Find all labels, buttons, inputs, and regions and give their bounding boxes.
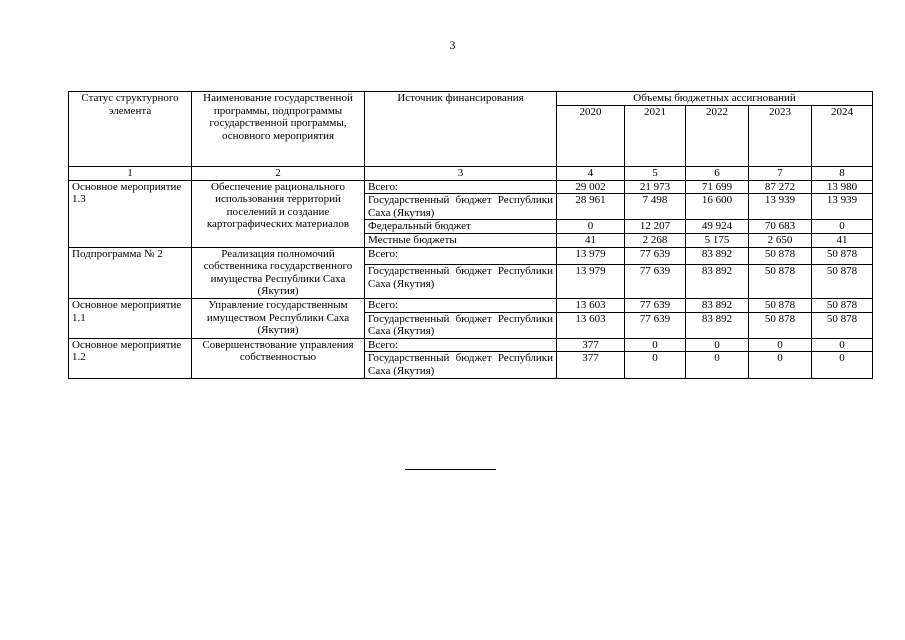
row-source: Государственный бюджет Республики Саха (Якутия)	[365, 265, 557, 299]
row-value: 0	[625, 352, 686, 378]
row-source: Всего:	[365, 338, 557, 352]
row-name: Управление государственным имуществом Республики Саха (Якутия)	[192, 298, 365, 338]
page-number: 3	[449, 38, 456, 52]
table-row	[69, 247, 873, 265]
row-value: 13 603	[557, 312, 625, 338]
row-value: 77 639	[625, 265, 686, 299]
row-value: 5 175	[686, 233, 749, 247]
row-value: 0	[686, 338, 749, 352]
row-status: Подпрограмма № 2	[69, 247, 192, 298]
row-value: 50 878	[812, 298, 873, 312]
row-source: Всего:	[365, 180, 557, 194]
row-value: 0	[625, 338, 686, 352]
row-name: Обеспечение рационального использования территорий поселений и создание картографических материалов	[192, 180, 365, 247]
table-row	[69, 298, 873, 312]
row-value: 50 878	[812, 247, 873, 265]
row-name: Реализация полномочий собственника государственного имущества Республики Саха (Якутия)	[192, 247, 365, 298]
row-value: 83 892	[686, 298, 749, 312]
row-value: 13 939	[812, 194, 873, 220]
row-value: 13 939	[749, 194, 812, 220]
row-value: 87 272	[749, 180, 812, 194]
row-value: 2 650	[749, 233, 812, 247]
row-value: 50 878	[749, 312, 812, 338]
row-value: 50 878	[812, 312, 873, 338]
end-rule	[405, 469, 496, 470]
row-value: 16 600	[686, 194, 749, 220]
header-year: 2020	[557, 106, 625, 167]
row-value: 83 892	[686, 312, 749, 338]
column-number: 6	[686, 167, 749, 181]
row-value: 50 878	[749, 247, 812, 265]
row-name: Совершенствование управления собственностью	[192, 338, 365, 378]
row-value: 0	[812, 220, 873, 234]
row-value: 29 002	[557, 180, 625, 194]
row-value: 12 207	[625, 220, 686, 234]
row-value: 83 892	[686, 247, 749, 265]
row-value: 77 639	[625, 312, 686, 338]
row-value: 0	[749, 352, 812, 378]
budget-table	[68, 91, 873, 379]
header-year: 2024	[812, 106, 873, 167]
row-value: 70 683	[749, 220, 812, 234]
row-value: 49 924	[686, 220, 749, 234]
row-value: 377	[557, 352, 625, 378]
row-value: 50 878	[812, 265, 873, 299]
row-source: Государственный бюджет Республики Саха (Якутия)	[365, 352, 557, 378]
row-source: Государственный бюджет Республики Саха (Якутия)	[365, 312, 557, 338]
row-value: 41	[812, 233, 873, 247]
column-number: 5	[625, 167, 686, 181]
row-value: 50 878	[749, 298, 812, 312]
row-value: 0	[749, 338, 812, 352]
table-row	[69, 180, 873, 194]
column-number: 7	[749, 167, 812, 181]
row-status: Основное мероприятие 1.2	[69, 338, 192, 378]
row-value: 41	[557, 233, 625, 247]
header-year: 2022	[686, 106, 749, 167]
row-value: 0	[686, 352, 749, 378]
row-value: 13 979	[557, 247, 625, 265]
row-source: Всего:	[365, 298, 557, 312]
row-status: Основное мероприятие 1.3	[69, 180, 192, 247]
row-source: Государственный бюджет Республики Саха (Якутия)	[365, 194, 557, 220]
row-value: 71 699	[686, 180, 749, 194]
row-value: 2 268	[625, 233, 686, 247]
row-value: 0	[812, 338, 873, 352]
row-value: 83 892	[686, 265, 749, 299]
header-name: Наименование государственной программы, подпрограммы государственной программы, основного мероприятия	[192, 92, 365, 167]
row-source: Всего:	[365, 247, 557, 265]
row-value: 0	[812, 352, 873, 378]
column-number: 8	[812, 167, 873, 181]
column-number: 3	[365, 167, 557, 181]
row-source: Федеральный бюджет	[365, 220, 557, 234]
row-value: 77 639	[625, 247, 686, 265]
column-number: 4	[557, 167, 625, 181]
header-source: Источник финансирования	[365, 92, 557, 167]
row-value: 13 603	[557, 298, 625, 312]
column-number: 1	[69, 167, 192, 181]
header-status: Статус структурного элемента	[69, 92, 192, 167]
row-value: 13 980	[812, 180, 873, 194]
row-value: 13 979	[557, 265, 625, 299]
header-volumes: Объемы бюджетных ассигнований	[557, 92, 873, 106]
column-number: 2	[192, 167, 365, 181]
row-value: 21 973	[625, 180, 686, 194]
header-year: 2021	[625, 106, 686, 167]
header-year: 2023	[749, 106, 812, 167]
row-value: 0	[557, 220, 625, 234]
row-source: Местные бюджеты	[365, 233, 557, 247]
row-value: 28 961	[557, 194, 625, 220]
row-value: 50 878	[749, 265, 812, 299]
row-value: 7 498	[625, 194, 686, 220]
row-status: Основное мероприятие 1.1	[69, 298, 192, 338]
row-value: 77 639	[625, 298, 686, 312]
row-value: 377	[557, 338, 625, 352]
table-row	[69, 338, 873, 352]
